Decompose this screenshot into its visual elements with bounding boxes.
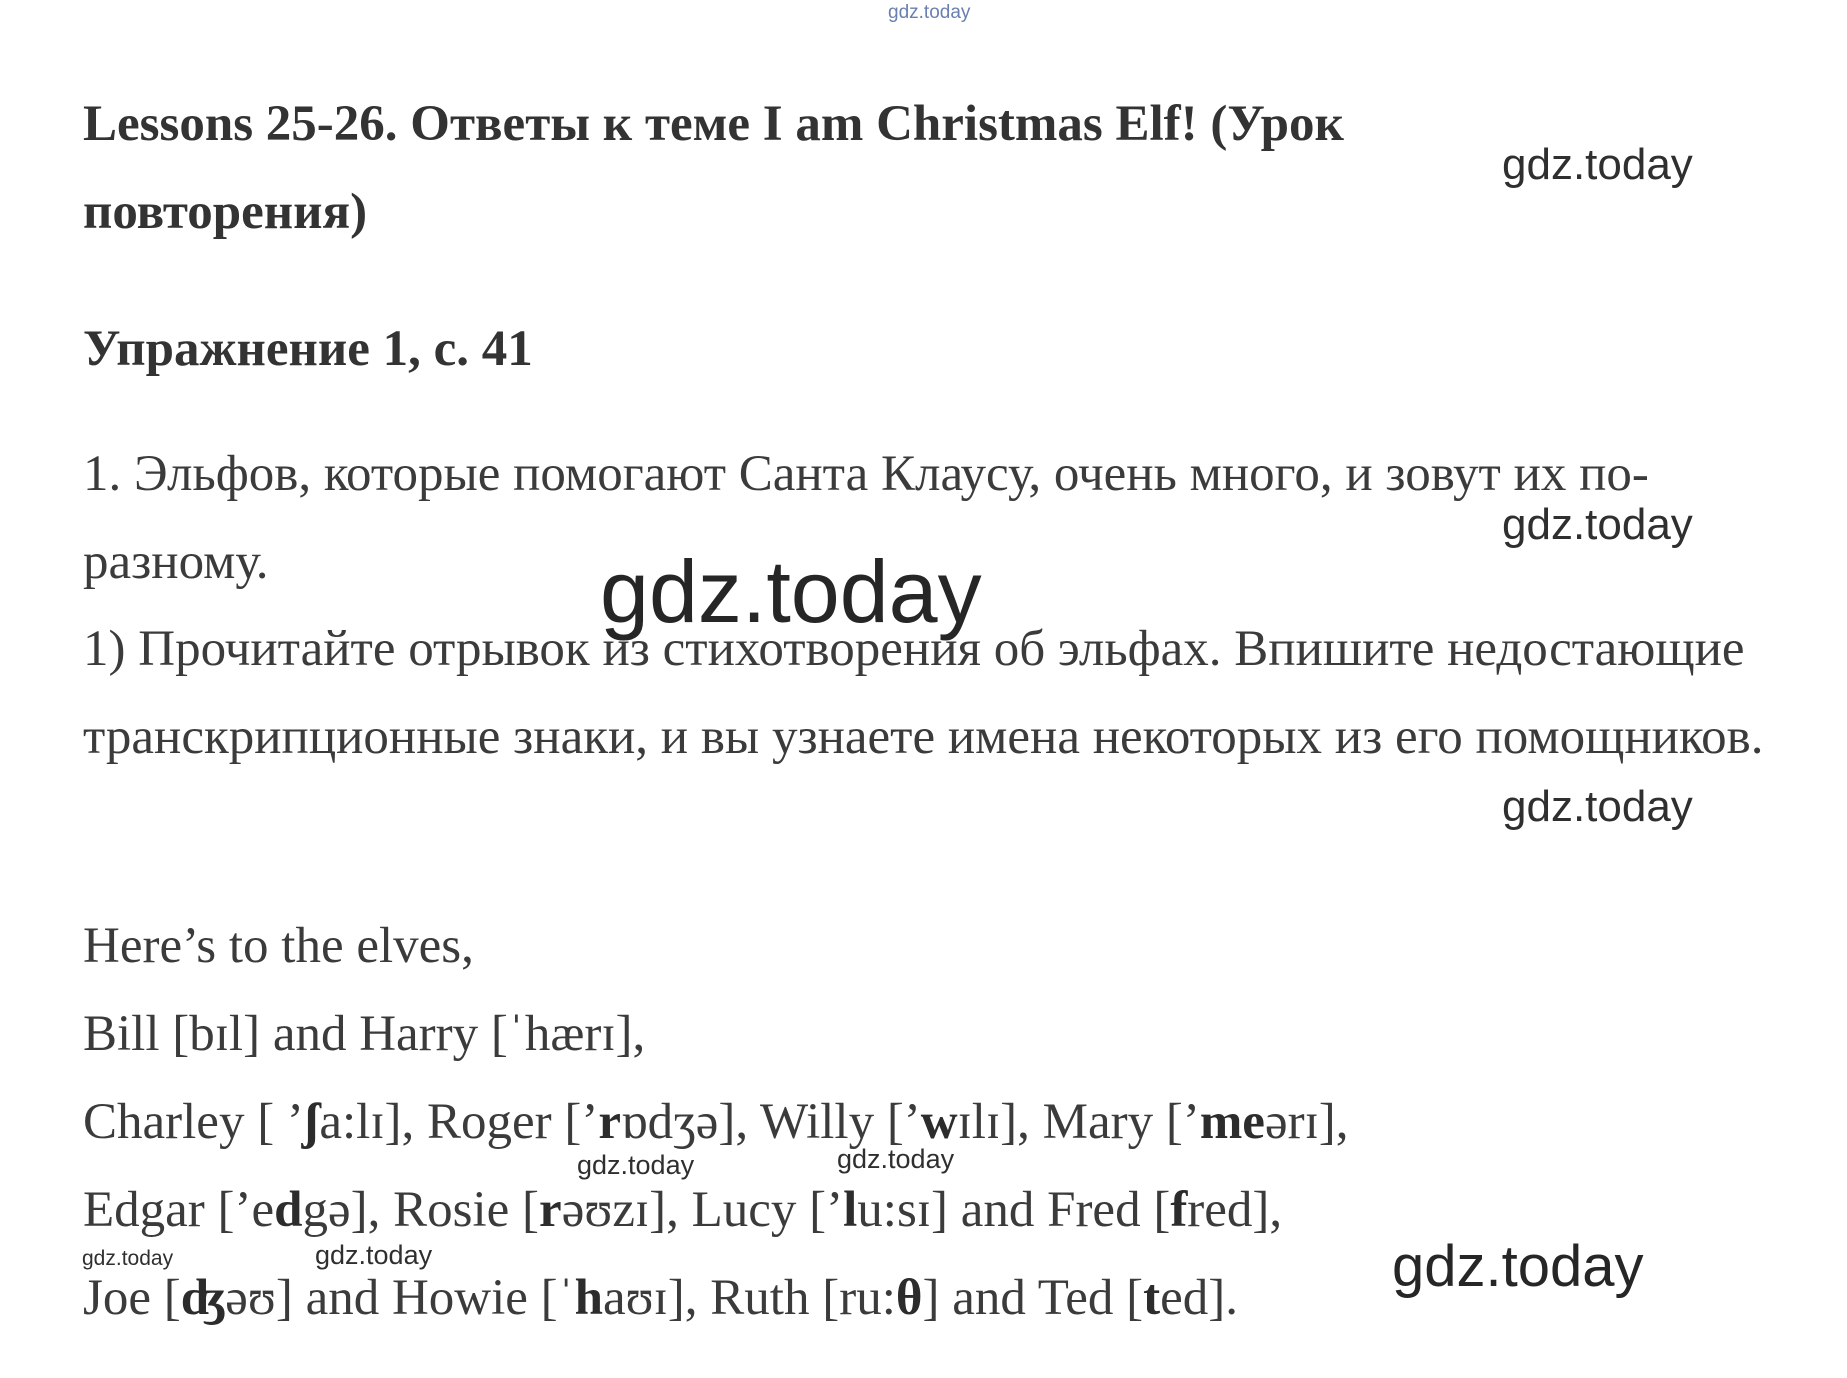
poem-line-1: Here’s to the elves, [83, 918, 474, 974]
poem-text: ed]. [1160, 1270, 1239, 1326]
poem-text: red], [1187, 1182, 1283, 1238]
transcription-sign: h [574, 1270, 604, 1326]
transcription-sign: θ [895, 1270, 923, 1326]
poem-text: ] and Ted [ [922, 1270, 1144, 1326]
transcription-sign: d [274, 1182, 303, 1238]
page-title: Lessons 25-26. Ответы к теме I am Christmas Elf! (Урок повторения) [83, 96, 1344, 240]
watermark-bottom: gdz.today [1392, 1234, 1644, 1299]
watermark-top: gdz.today [888, 2, 971, 23]
poem-text: əʊ] and Howie [ˈ [225, 1270, 575, 1326]
poem-text: Charley [ ’ [83, 1094, 304, 1150]
transcription-sign: l [843, 1182, 858, 1238]
poem-text: Edgar [’e [83, 1182, 275, 1238]
intro-text: 1. Эльфов, которые помогают Санта Клаусу, очень много, и зовут их по-разному. [83, 446, 1649, 590]
transcription-sign: ʤ [180, 1270, 226, 1326]
watermark-task: gdz.today [1502, 782, 1693, 831]
poem-line-4 [83, 1166, 1348, 1254]
poem-text: gə], Rosie [ [302, 1182, 540, 1238]
watermark-poem-1: gdz.today [577, 1150, 695, 1180]
transcription-sign: r [598, 1094, 621, 1150]
poem-line-3 [83, 1078, 1348, 1166]
transcription-sign: ʃ [303, 1094, 320, 1150]
poem-text: aʊɪ], Ruth [ru: [603, 1270, 896, 1326]
watermark-center: gdz.today [600, 542, 982, 641]
transcription-sign: t [1143, 1270, 1161, 1326]
watermark-intro: gdz.today [1502, 500, 1693, 549]
transcription-sign: f [1170, 1182, 1188, 1238]
watermark-header: gdz.today [1502, 140, 1693, 189]
poem-text: ɪlɪ], Mary [’ [957, 1094, 1200, 1150]
poem-text: əʊzɪ], Lucy [’ [561, 1182, 844, 1238]
poem [83, 902, 1348, 1342]
watermark-poem-2: gdz.today [837, 1144, 955, 1174]
poem-text: Joe [ [83, 1270, 181, 1326]
transcription-sign: w [920, 1094, 958, 1150]
poem-line-2: Bill [bɪl] and Harry [ˈhærɪ], [83, 1006, 646, 1062]
poem-text: a:lɪ], Roger [’ [319, 1094, 599, 1150]
poem-text: u:sɪ] and Fred [ [857, 1182, 1171, 1238]
transcription-sign: r [539, 1182, 562, 1238]
task-text: 1) Прочитайте отрывок из стихотворения об эльфах. Впишите недостающие транскрипционные знаки, и вы узнаете имена некоторых из его помощников. [83, 621, 1764, 765]
poem-text: ɒdʒə], Willy [’ [620, 1094, 921, 1150]
poem-text: ərɪ], [1264, 1094, 1349, 1150]
exercise-title: Упражнение 1, с. 41 [83, 321, 533, 377]
poem-line-5 [83, 1254, 1348, 1342]
watermark-poem-3: gdz.today [82, 1247, 174, 1270]
transcription-sign: me [1199, 1094, 1265, 1150]
watermark-poem-4: gdz.today [315, 1240, 433, 1270]
